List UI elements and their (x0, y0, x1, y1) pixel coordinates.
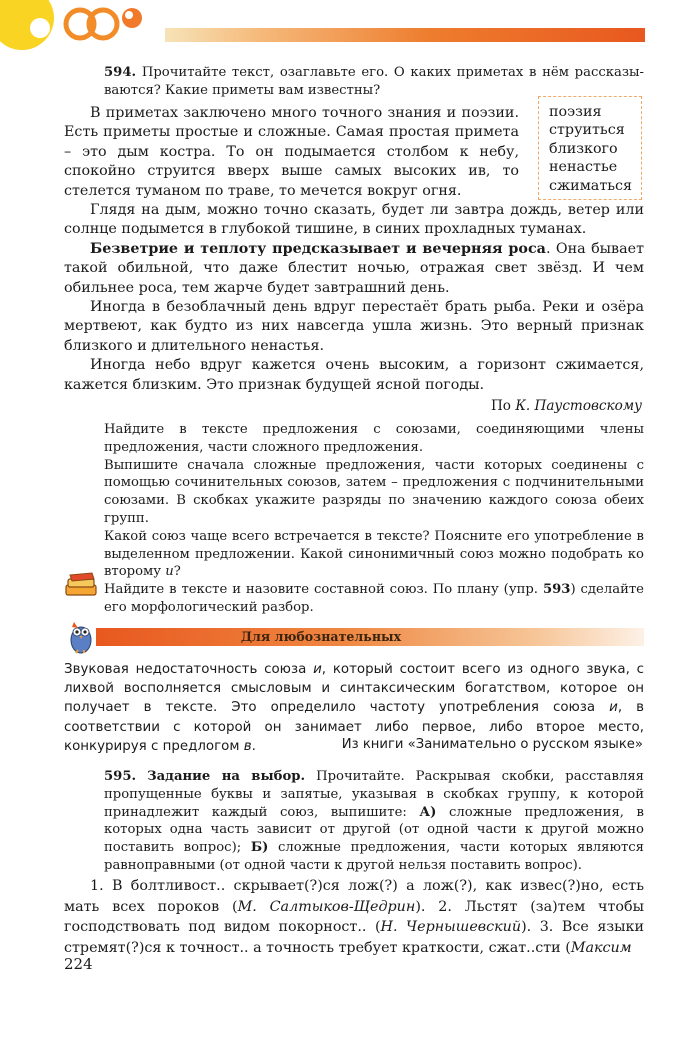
task-list (104, 421, 644, 617)
exercise-594-instruction (104, 64, 644, 100)
curious-fact-text: Звуковая недостаточность союза и, который состоит всего из одного звука, с лихвой восполняется смысловым и синтаксическим богатством, которое он получает в тексте. Это определило частоту употребления союза и, в соответствии с которой он занимает либо первое, либо второе место, конкурируя с предлогом в. (64, 662, 644, 754)
owl-icon (66, 616, 96, 656)
exercise-number: 595. (104, 769, 137, 784)
vocab-word: струиться (549, 122, 625, 139)
curious-source: Из книги «Занимательно о русском языке» (341, 737, 643, 752)
header-bar (165, 28, 645, 42)
page-number: 224 (64, 955, 93, 973)
vocabulary-box (538, 96, 642, 200)
task-4: Найдите в тексте и назовите составной союз. По плану (упр. 593) сделайте его морфологический разбор. (104, 582, 644, 615)
highlighted-sentence: Безветрие и теплоту предсказывает и вечерняя роса (90, 240, 546, 257)
white-dot-decoration (125, 11, 133, 19)
section-title: Для любознательных (240, 629, 402, 644)
main-text-continued (64, 201, 644, 395)
text-source: По К. Паустовскому (490, 398, 642, 414)
task-1: Найдите в тексте предложения с союзами, соединяющими члены предложения, части сложного предложения. (104, 422, 644, 455)
vocab-word: поэзия (549, 104, 602, 120)
task-2: Выпишите сначала сложные предложения, части которых соединены с помощью сочинительных союзов, затем – предложения с подчинительными союзами. В скобках укажите разряды по значению каждого союза обеих групп. (104, 457, 644, 526)
paragraph-1: В приметах заключено много точного знания и поэзии. Есть приметы простые и сложные. Самая простая примета – это дым костра. То он подымается столбом к небу, спокойно струится вверх выше самых высоких ив, то стелется туманом по траве, то мечется вокруг огня. (64, 105, 519, 199)
paragraph-2: Глядя на дым, можно точно сказать, будет ли завтра дождь, ветер или солнце подымется в глубокой тишине, в синих прохладных туманах. (64, 202, 644, 238)
paragraph-5: Иногда небо вдруг кажется очень высоким, а горизонт сжимается, кажется близким. Это признак будущей ясной погоды. (64, 357, 644, 393)
exercise-instruction-text: Прочитайте текст, озаглавьте его. О каких приметах в нём рассказы-ваются? Какие приметы вам известны? (104, 65, 644, 98)
white-circle-decoration (30, 18, 50, 38)
task-3: Какой союз чаще всего встречается в тексте? Поясните его употребление в выделенном предложении. Какой синонимичный союз можно подобрать ко второму и? (104, 528, 644, 580)
exercise-595-sentences: 1. В болтливост.. скрывает(?)ся лож(?) а лож(?), как извес(?)но, есть мать всех пороков (М. Салтыков-Щедрин). 2. Льстят (за)тем чтобы господствовать под видом покорност.. (Н. Чернышевский). 3. Все языки стремят(?)ся к точност.. а точность требует краткости, сжат..сти (Максим (64, 878, 645, 956)
exercise-595-instruction: 595. Задание на выбор. Прочитайте. Раскрывая скобки, расставляя пропущенные буквы и запятые, указывая в скобках группу, к которой принадлежит каждый союз, выпишите: А) сложные предложения, в которых одна часть зависит от другой (от одной части к другой можно поставить вопрос); Б) сложные предложения, части которых являются равноправными (от одной части к другой нельзя поставить вопрос). (104, 769, 644, 873)
source-author: К. Паустовскому (515, 398, 642, 414)
paragraph-3: Безветрие и теплоту предсказывает и вечерняя роса. Она бывает такой обильной, что даже блестит ночью, отражая свет звёзд. И чем обильнее роса, тем жарче будет завтрашний день. (64, 240, 645, 296)
vocab-word: близкого (549, 140, 618, 157)
vocab-word: сжиматься (549, 177, 633, 194)
book-icon (64, 571, 98, 599)
orange-dot-decoration (122, 8, 142, 28)
paragraph-4: Иногда в безоблачный день вдруг перестаёт брать рыба. Реки и озёра мертвеют, как будто из них навсегда ушла жизнь. Это верный признак близкого и длительного ненастья. (64, 299, 644, 354)
vocab-word: ненастье (549, 159, 618, 176)
exercise-number: 594. (104, 65, 137, 80)
